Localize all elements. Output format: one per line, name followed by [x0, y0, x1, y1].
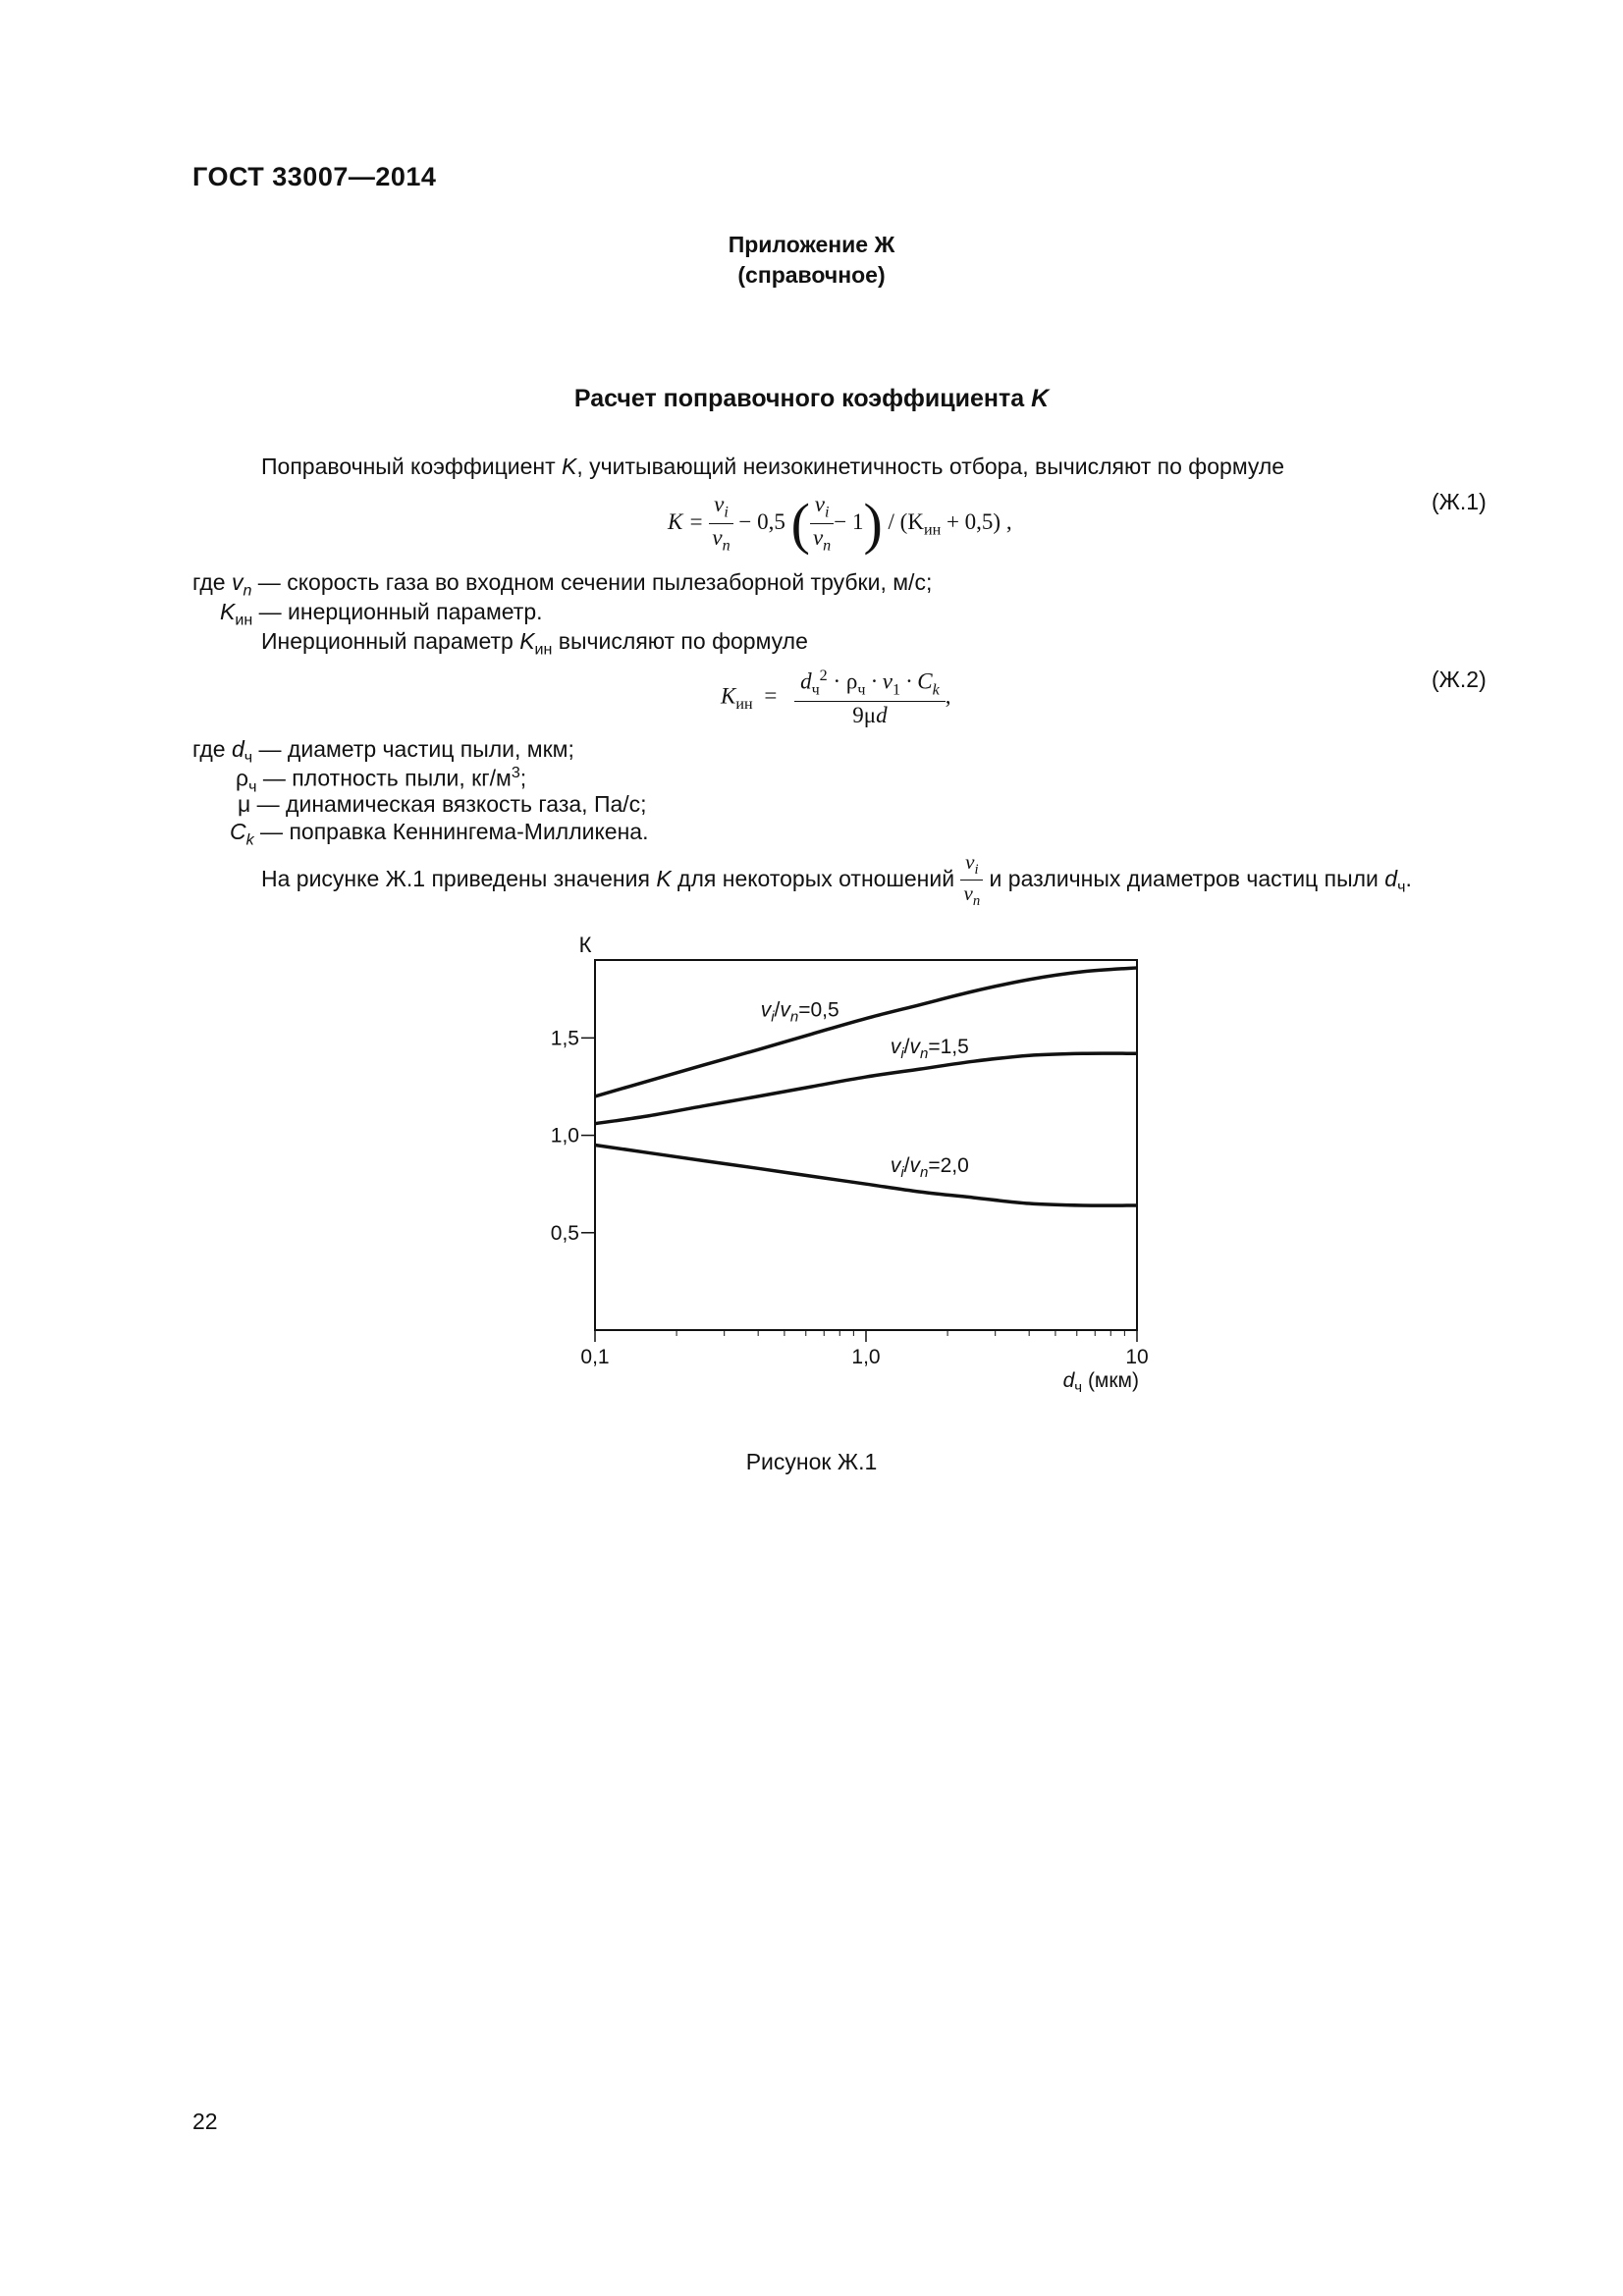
formula-2-comma: ,	[945, 683, 951, 709]
y-tick-label: 1,5	[550, 1027, 579, 1050]
formula-1-v: v	[812, 525, 824, 550]
formula-2-eq: =	[764, 683, 778, 709]
where-2b-tail: ;	[519, 765, 527, 791]
intro-text-before: Поправочный коэффициент	[261, 454, 563, 479]
formula-1-minus-coef: − 0,5	[738, 508, 785, 534]
y-axis-label: К	[578, 933, 592, 957]
y-tick-label: 1,0	[550, 1124, 579, 1148]
figure-caption: Рисунок Ж.1	[745, 1449, 878, 1474]
figure-intro-after: и различных диаметров частиц пыли	[989, 865, 1385, 891]
formula-1-lhs: K =	[668, 508, 704, 534]
figure-intro-mid: для некоторых отношений	[671, 865, 961, 891]
where-1-text: — скорость газа во входном сечении пылезаборной трубки, м/с;	[251, 569, 933, 595]
where-2-text: — диаметр частиц пыли, мкм;	[252, 736, 574, 762]
intro-text-after: , учитывающий неизокинетичность отбора, вычисляют по формуле	[576, 454, 1285, 479]
where-2-prefix: где	[192, 736, 232, 762]
formula-1-minus-one: − 1	[834, 508, 864, 534]
formula-2-lhs-symbol: K	[721, 683, 736, 709]
formula-2-num-v-sub: 1	[892, 681, 900, 699]
formula-2-num-c: · C	[905, 668, 933, 694]
where-2d-text: — поправка Кеннингема-Милликена.	[253, 819, 649, 844]
figure-intro-before: На рисунке Ж.1 приведены значения	[261, 865, 657, 891]
annex-kind: (справочное)	[737, 262, 886, 288]
intro-2-symbol: K	[519, 628, 535, 654]
where-1-prefix: где	[192, 569, 232, 595]
intro-2-after: вычисляют по формуле	[552, 628, 808, 654]
annex-title: Приложение Ж	[728, 232, 895, 257]
x-tick-label: 10	[1125, 1346, 1149, 1368]
y-tick-label: 0,5	[550, 1221, 579, 1245]
formula-2-num-d-sub: ч	[811, 681, 820, 699]
formula-2-num-rho-sub: ч	[857, 681, 866, 699]
formula-2-den-d: d	[876, 703, 888, 728]
where-1-symbol: v	[231, 569, 243, 595]
formula-1-i: i	[824, 505, 830, 521]
section-title-text: Расчет поправочного коэффициента	[573, 385, 1025, 412]
figure-intro-v: v	[965, 850, 975, 874]
figure-intro-v: v	[963, 881, 973, 906]
where-1-sub: n	[243, 581, 252, 600]
where-2d-sub: k	[245, 830, 254, 849]
formula-2-num-sq: 2	[819, 667, 828, 684]
where-2b-text: — плотность пыли, кг/м	[256, 765, 512, 791]
intro-symbol: K	[562, 454, 577, 479]
where-1b-symbol: K	[220, 599, 236, 624]
page-number: 22	[192, 2109, 218, 2134]
where-2c-text: — динамическая вязкость газа, Па/с;	[250, 791, 647, 817]
x-tick-label: 1,0	[851, 1346, 881, 1368]
where-1b-text: — инерционный параметр.	[252, 599, 543, 624]
intro-2-sub: ин	[534, 640, 553, 659]
where-2-symbol: d	[231, 736, 244, 762]
figure-intro-end-sub: ч	[1397, 878, 1406, 896]
plot-frame	[595, 960, 1137, 1330]
series-label-1: $v_i/v_n=0,5$	[760, 998, 839, 1026]
where-2d-symbol: C	[230, 819, 246, 844]
figure-intro-symbol: K	[656, 865, 672, 891]
where-2-sub: ч	[243, 748, 253, 767]
formula-1-n: n	[823, 537, 832, 555]
formula-1-n: n	[722, 537, 730, 555]
formula-1-i: i	[724, 505, 729, 521]
formula-1-tail-open: / (K	[888, 508, 924, 534]
figure-intro-n: n	[972, 893, 981, 910]
series-label-2: $v_i/v_n=1,5$	[890, 1036, 969, 1063]
formula-1-v: v	[714, 492, 725, 517]
where-1b-sub: ин	[235, 611, 253, 629]
series-line-2	[595, 1053, 1137, 1124]
formula-1-tail-sub: ин	[923, 521, 942, 539]
figure-intro-end-symbol: d	[1384, 865, 1398, 891]
formula-1-paren-open: (	[790, 492, 810, 556]
formula-2-num-rho: · ρ	[833, 668, 858, 694]
formula-2-num-c-sub: k	[932, 681, 940, 699]
where-2b-sub: ч	[248, 777, 257, 796]
formula-1-number: (Ж.1)	[1432, 489, 1487, 514]
formula-2-num-d: d	[800, 668, 812, 694]
formula-1-v: v	[814, 492, 825, 517]
formula-2-number: (Ж.2)	[1432, 667, 1487, 692]
where-2b-symbol: ρ	[236, 765, 249, 791]
intro-2-before: Инерционный параметр	[261, 628, 520, 654]
x-tick-label: 0,1	[580, 1346, 610, 1368]
series-label-3: $v_i/v_n=2,0$	[890, 1154, 969, 1182]
series-line-3	[595, 1146, 1137, 1206]
document-header: ГОСТ 33007—2014	[192, 162, 437, 191]
section-title-symbol: K	[1031, 385, 1050, 412]
figure-intro-i: i	[974, 862, 979, 879]
formula-1-tail-close: + 0,5) ,	[946, 508, 1012, 534]
formula-2-lhs-sub: ин	[735, 696, 753, 713]
where-2c-symbol: μ	[238, 791, 251, 817]
x-axis-label: $d_ч$ (мкм)	[1062, 1369, 1139, 1396]
formula-2-den: 9μ	[852, 703, 877, 728]
where-2b-sup: 3	[511, 764, 520, 781]
formula-1-v: v	[712, 525, 723, 550]
formula-2-num-v: · v	[871, 668, 893, 694]
formula-1-paren-close: )	[863, 492, 883, 556]
figure-intro-end: .	[1405, 865, 1412, 891]
